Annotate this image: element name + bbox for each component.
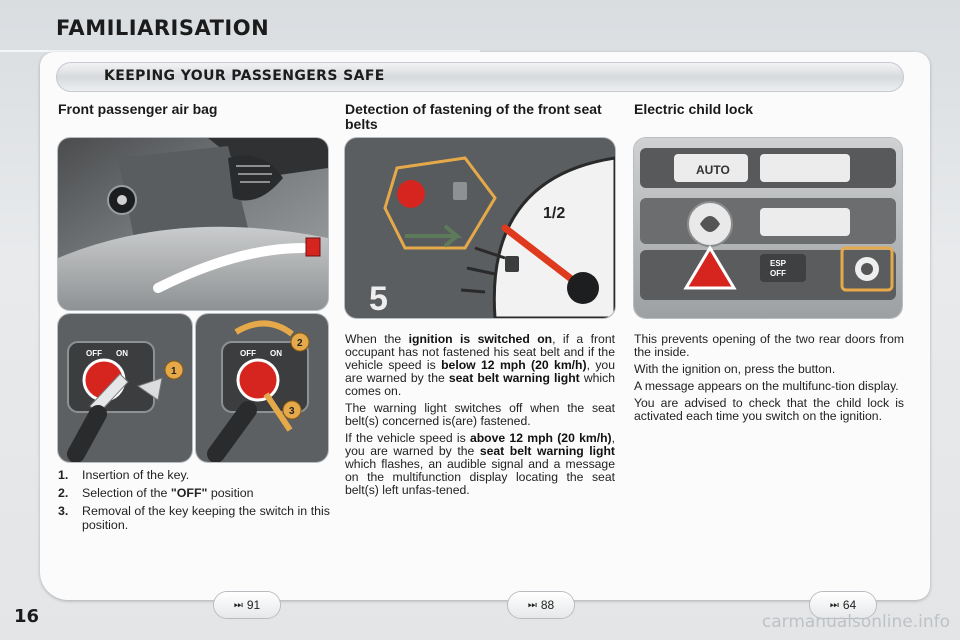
- childlock-heading: Electric child lock: [634, 101, 754, 117]
- skip-forward-icon: ⏭: [829, 599, 839, 611]
- section-title: KEEPING YOUR PASSENGERS SAFE: [104, 68, 385, 84]
- childlock-paragraph-1: This prevents opening of the two rear doors from the inside.: [634, 332, 904, 359]
- list-item: 1. Insertion of the key.: [58, 468, 190, 482]
- control-panel-illustration: [634, 138, 902, 318]
- list-item: 3. Removal of the key keeping the switch in this position.: [58, 504, 330, 532]
- skip-forward-icon: ⏭: [527, 599, 537, 611]
- step-3-marker: 3: [289, 406, 295, 417]
- instrument-cluster-illustration: [345, 138, 615, 318]
- skip-forward-icon: ⏭: [233, 599, 243, 611]
- seatbelt-paragraph-2: The warning light switches off when the seat belt(s) concerned is(are) fastened.: [345, 401, 615, 428]
- control-panel-photo: [634, 138, 902, 318]
- childlock-paragraph-2: With the ignition on, press the button.: [634, 362, 836, 376]
- seatbelt-paragraph-3: If the vehicle speed is above 12 mph (20 km/h), you are warned by the seat belt warning light which flashes, an audible signal and a message on the multifunction display locating the seat belt(s) left unfas-tened.: [345, 431, 615, 497]
- instrument-cluster-photo: [345, 138, 615, 318]
- list-item: 2. Selection of the "OFF" position: [58, 486, 254, 500]
- dial-half-label: 1/2: [543, 205, 566, 222]
- childlock-paragraph-4: You are advised to check that the child lock is activated each time you switch on the ignition.: [634, 396, 904, 423]
- page-reference-91[interactable]: ⏭ 91: [214, 592, 280, 618]
- airbag-steps-list: [58, 468, 330, 536]
- switch-off-label-2: OFF: [240, 349, 256, 358]
- airbag-switch-step-1: [58, 314, 192, 462]
- switch-on-label: ON: [116, 349, 128, 358]
- esp-off-label: OFF: [770, 269, 786, 278]
- section-banner: [56, 62, 904, 92]
- seatbelt-heading: Detection of fastening of the front seat belts: [345, 101, 602, 132]
- esp-button-label: ESP: [770, 259, 787, 268]
- switch-off-label: OFF: [86, 349, 102, 358]
- step-1-marker: 1: [171, 366, 177, 377]
- dashboard-photo: [58, 138, 328, 310]
- dashboard-illustration: [58, 138, 328, 310]
- page-number: 16: [14, 606, 40, 627]
- seatbelt-paragraph-1: When the ignition is switched on, if a front occupant has not fastened his seat belt and if the vehicle speed is below 12 mph (20 km/h), you are warned by the seat belt warning light which comes on.: [345, 332, 616, 398]
- seatbelt-text: [345, 333, 615, 501]
- airbag-heading: Front passenger air bag: [58, 101, 218, 117]
- childlock-paragraph-3: A message appears on the multifunc-tion display.: [634, 379, 899, 393]
- dial-five-label: 5: [369, 280, 388, 318]
- auto-button-label: AUTO: [696, 163, 730, 177]
- page-reference-88[interactable]: ⏭ 88: [508, 592, 574, 618]
- switch-on-label-2: ON: [270, 349, 282, 358]
- watermark: carmanualsonline.info: [761, 612, 950, 632]
- page-reference-64[interactable]: ⏭ 64: [810, 592, 876, 618]
- page-title: FAMILIARISATION: [56, 16, 270, 40]
- step-2-marker: 2: [297, 338, 303, 349]
- airbag-switch-steps-2-3: [196, 314, 328, 462]
- childlock-text: [634, 333, 904, 427]
